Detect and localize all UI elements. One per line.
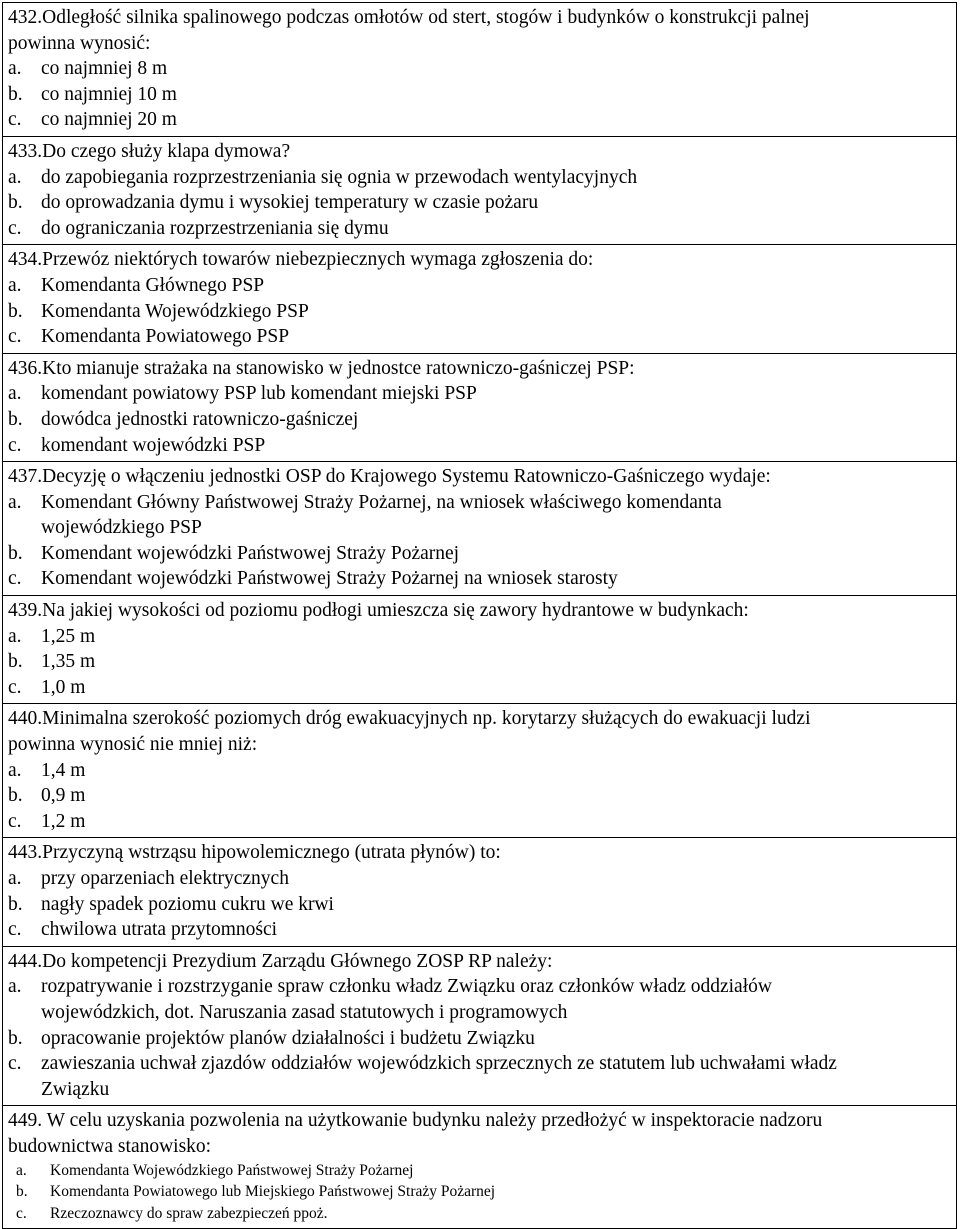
option-letter: b. (8, 83, 23, 105)
question-row (3, 353, 957, 461)
option-letter: b. (8, 192, 23, 214)
answer-options (8, 974, 951, 1102)
option-indent (8, 1000, 41, 1026)
option-letter: a. (8, 491, 22, 513)
option-text: 1,25 m (41, 625, 96, 647)
answer-option (8, 381, 951, 407)
option-letter: c. (8, 1053, 22, 1075)
answer-options (8, 56, 951, 133)
option-letter: b. (8, 300, 23, 322)
answer-option (8, 675, 951, 701)
question-text-continued: powinna wynosić nie mniej niż: (8, 734, 258, 756)
option-letter: c. (8, 919, 22, 941)
option-text: Komendanta Wojewódzkiego Państwowej Straży Pożarnej (50, 1161, 414, 1179)
answer-options (8, 381, 951, 458)
option-text: dowódca jednostki ratowniczo-gaśniczej (41, 408, 359, 430)
question-row (3, 3, 957, 137)
answer-options (8, 624, 951, 701)
option-letter: a. (8, 166, 22, 188)
option-text: 1,35 m (41, 651, 96, 673)
answer-option (8, 866, 951, 892)
answer-option-continued (8, 1077, 951, 1103)
option-text: 0,9 m (41, 785, 86, 807)
answer-option (8, 974, 951, 1000)
question-cell (3, 946, 957, 1106)
option-text: Komendanta Powiatowego lub Miejskiego Państwowej Straży Pożarnej (50, 1183, 496, 1201)
question-text: 444.Do kompetencji Prezydium Zarządu Głównego ZOSP RP należy: (8, 950, 553, 972)
option-text: rozpatrywanie i rozstrzyganie spraw członku władz Związku oraz członków władz oddziałów (41, 976, 772, 998)
question-text: 436.Kto mianuje strażaka na stanowisko w jednostce ratowniczo-gaśniczej PSP: (8, 357, 635, 379)
option-text: Komendant wojewódzki Państwowej Straży Pożarnej na wniosek starosty (41, 568, 618, 590)
answer-options (8, 273, 951, 350)
option-text: do ograniczania rozprzestrzeniania się dymu (41, 217, 389, 239)
questions-table-body (3, 3, 957, 1229)
option-letter: a. (8, 976, 22, 998)
answer-option (8, 917, 951, 943)
answer-options (8, 758, 951, 835)
answer-options (8, 1160, 951, 1225)
question-cell (3, 1106, 957, 1228)
option-letter: a. (8, 383, 22, 405)
option-text: co najmniej 20 m (41, 109, 177, 131)
option-letter: c. (8, 326, 22, 348)
question-row (3, 596, 957, 704)
question-cell (3, 136, 957, 244)
option-text: komendant wojewódzki PSP (41, 434, 266, 456)
option-text: chwilowa utrata przytomności (41, 919, 278, 941)
answer-option (8, 82, 951, 108)
answer-option (8, 566, 951, 592)
answer-options (8, 866, 951, 943)
question-row (3, 136, 957, 244)
answer-option (8, 1181, 951, 1203)
option-text: co najmniej 10 m (41, 83, 177, 105)
answer-option (8, 407, 951, 433)
answer-option (8, 1026, 951, 1052)
question-row (3, 704, 957, 838)
question-cell (3, 353, 957, 461)
answer-option (8, 1051, 951, 1077)
question-text: 433.Do czego służy klapa dymowa? (8, 140, 291, 162)
question-cell (3, 596, 957, 704)
question-cell (3, 462, 957, 596)
answer-options (8, 490, 951, 592)
answer-option (8, 190, 951, 216)
option-letter: a. (8, 625, 22, 647)
option-letter: c. (16, 1204, 27, 1222)
question-text: 440.Minimalna szerokość poziomych dróg ewakuacyjnych np. korytarzy służących do ewakuacji ludzi (8, 708, 811, 730)
option-letter: c. (8, 810, 22, 832)
answer-option (8, 433, 951, 459)
answer-option (8, 165, 951, 191)
option-text: Komendanta Powiatowego PSP (41, 326, 290, 348)
option-text: 1,2 m (41, 810, 86, 832)
option-text: co najmniej 8 m (41, 58, 168, 80)
answer-option (8, 783, 951, 809)
answer-option (8, 273, 951, 299)
question-text: 432.Odległość silnika spalinowego podczas omłotów od stert, stogów i budynków o konstrukcji palnej (8, 7, 810, 28)
answer-option (8, 56, 951, 82)
questions-table (2, 2, 957, 1229)
answer-option (8, 624, 951, 650)
option-text: opracowanie projektów planów działalności i budżetu Związku (41, 1027, 535, 1049)
option-letter: a. (8, 868, 22, 889)
option-text-continued: wojewódzkiego PSP (41, 517, 202, 539)
option-text: 1,4 m (41, 759, 86, 781)
answer-option (8, 758, 951, 784)
option-text: Komendanta Wojewódzkiego PSP (41, 300, 309, 322)
question-text: 439.Na jakiej wysokości od poziomu podłogi umieszcza się zawory hydrantowe w budynkach: (8, 600, 749, 622)
question-text: 443.Przyczyną wstrząsu hipowolemicznego (utrata płynów) to: (8, 842, 501, 864)
option-text: Rzeczoznawcy do spraw zabezpieczeń ppoż. (50, 1204, 328, 1222)
option-letter: c. (8, 109, 22, 131)
answer-option-continued (8, 515, 951, 541)
option-letter: b. (8, 785, 23, 807)
option-indent (8, 1077, 41, 1103)
question-text: 437.Decyzję o włączeniu jednostki OSP do Krajowego Systemu Ratowniczo-Gaśniczego wydaje: (8, 466, 771, 488)
option-letter: b. (8, 893, 23, 915)
option-text: do zapobiegania rozprzestrzeniania się ognia w przewodach wentylacyjnych (41, 166, 638, 188)
question-row (3, 1106, 957, 1228)
option-letter: a. (8, 58, 22, 80)
option-text: 1,0 m (41, 676, 86, 698)
option-text: zawieszania uchwał zjazdów oddziałów wojewódzkich sprzecznych ze statutem lub uchwałami władz (41, 1053, 837, 1075)
option-text-continued: Związku (41, 1078, 110, 1100)
answer-option (8, 299, 951, 325)
question-row (3, 462, 957, 596)
question-text-continued: powinna wynosić: (8, 32, 151, 54)
answer-option (8, 649, 951, 675)
answer-option (8, 490, 951, 516)
option-letter: b. (16, 1183, 28, 1201)
question-text: 449. W celu uzyskania pozwolenia na użytkowanie budynku należy przedłożyć w inspektoracie nadzoru (8, 1110, 823, 1132)
answer-option (8, 809, 951, 835)
question-text-continued: budownictwa stanowisko: (8, 1135, 212, 1157)
answer-option-continued (8, 1000, 951, 1026)
question-row (3, 838, 957, 946)
option-letter: a. (8, 274, 22, 296)
option-letter: b. (8, 542, 23, 564)
option-letter: c. (8, 568, 22, 590)
question-cell (3, 245, 957, 353)
option-letter: c. (8, 434, 22, 456)
answer-option (8, 1203, 951, 1225)
answer-options (8, 165, 951, 242)
option-text: Komendanta Głównego PSP (41, 274, 265, 296)
question-row (3, 946, 957, 1106)
question-cell (3, 838, 957, 946)
answer-option (8, 892, 951, 918)
answer-option (8, 1160, 951, 1182)
question-cell (3, 3, 957, 137)
option-letter: a. (16, 1161, 27, 1179)
option-indent (8, 515, 41, 541)
answer-option (8, 324, 951, 350)
option-text-continued: wojewódzkich, dot. Naruszania zasad statutowych i programowych (41, 1001, 568, 1023)
option-text: komendant powiatowy PSP lub komendant miejski PSP (41, 383, 477, 405)
option-text: przy oparzeniach elektrycznych (41, 868, 289, 889)
option-letter: a. (8, 759, 22, 781)
option-letter: b. (8, 408, 23, 430)
question-cell (3, 704, 957, 838)
option-text: do oprowadzania dymu i wysokiej temperatury w czasie pożaru (41, 192, 539, 214)
answer-option (8, 107, 951, 133)
option-text: Komendant wojewódzki Państwowej Straży Pożarnej (41, 542, 460, 564)
option-letter: c. (8, 676, 22, 698)
question-row (3, 245, 957, 353)
option-letter: c. (8, 217, 22, 239)
option-text: nagły spadek poziomu cukru we krwi (41, 893, 334, 915)
answer-option (8, 541, 951, 567)
answer-option (8, 216, 951, 242)
option-letter: b. (8, 1027, 23, 1049)
question-text: 434.Przewóz niektórych towarów niebezpiecznych wymaga zgłoszenia do: (8, 249, 594, 271)
option-letter: b. (8, 651, 23, 673)
option-text: Komendant Główny Państwowej Straży Pożarnej, na wniosek właściwego komendanta (41, 491, 722, 513)
